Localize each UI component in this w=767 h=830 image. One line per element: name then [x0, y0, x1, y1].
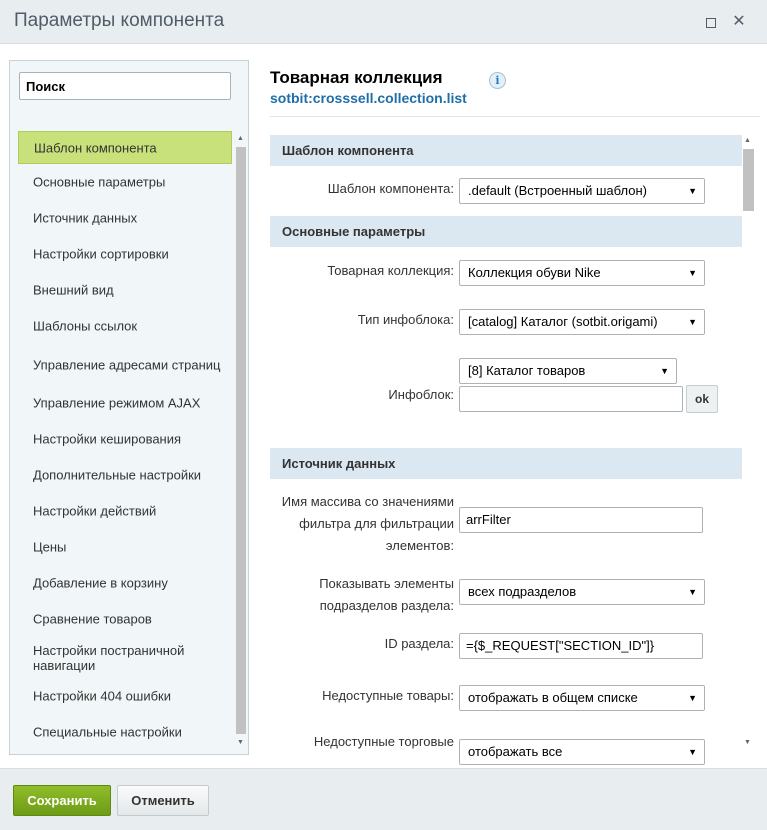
sidebar-item-label: Источник данных	[33, 210, 138, 226]
select-value: отображать в общем списке	[468, 690, 638, 705]
dialog-title: Параметры компонента	[14, 10, 225, 31]
main-panel	[270, 44, 760, 768]
sidebar	[9, 60, 249, 755]
sidebar-item-label: Настройки действий	[33, 503, 157, 519]
sidebar-nav	[10, 131, 248, 751]
sidebar-item-label: Настройки сортировки	[33, 246, 169, 262]
iblock-input[interactable]	[459, 386, 683, 412]
scrollbar-thumb[interactable]	[743, 149, 754, 211]
maximize-icon[interactable]	[702, 14, 718, 30]
sidebar-item-label: Управление адресами страниц	[33, 357, 221, 372]
template-select[interactable]	[459, 178, 705, 204]
sidebar-item-label: Управление режимом AJAX	[33, 395, 201, 411]
chevron-down-icon: ▼	[688, 186, 697, 196]
sidebar-item-label: Внешний вид	[33, 282, 114, 298]
close-icon[interactable]: ✕	[732, 13, 746, 30]
sidebar-item-label: Сравнение товаров	[33, 611, 152, 627]
scrollbar-thumb[interactable]	[236, 147, 246, 734]
field-label: Показывать элементы подразделов раздела:	[319, 576, 454, 613]
section-header-template: Шаблон компонента	[270, 135, 742, 166]
save-button[interactable]: Сохранить	[13, 785, 111, 816]
select-value: всех подразделов	[468, 584, 577, 599]
field-label: ID раздела:	[384, 636, 454, 651]
chevron-down-icon: ▼	[688, 268, 697, 278]
scroll-down-icon[interactable]: ▼	[237, 739, 244, 746]
sidebar-item-label: Настройки 404 ошибки	[33, 688, 171, 704]
scroll-down-icon[interactable]: ▼	[744, 739, 751, 746]
field-label: Недоступные товары:	[322, 688, 454, 703]
sidebar-item-compare[interactable]	[18, 601, 232, 637]
section-id-input[interactable]: ={$_REQUEST["SECTION_ID"]}	[459, 633, 703, 659]
sidebar-item-actions[interactable]	[18, 493, 232, 529]
select-value: отображать все	[468, 744, 563, 759]
select-value: Коллекция обуви Nike	[468, 265, 601, 280]
scroll-up-icon[interactable]: ▲	[237, 135, 244, 142]
sidebar-item-cache[interactable]	[18, 421, 232, 457]
sidebar-scrollbar[interactable]	[235, 131, 246, 751]
scroll-up-icon[interactable]: ▲	[744, 137, 751, 144]
chevron-down-icon: ▼	[688, 587, 697, 597]
sidebar-item-404[interactable]	[18, 678, 232, 714]
sidebar-item-label: Настройки постраничной навигации	[33, 642, 185, 673]
iblock-type-select[interactable]	[459, 309, 705, 335]
filter-input[interactable]: arrFilter	[459, 507, 703, 533]
sidebar-item-basket[interactable]	[18, 565, 232, 601]
sidebar-item-label: Шаблон компонента	[34, 140, 157, 155]
sidebar-item-prices[interactable]	[18, 529, 232, 565]
component-code: sotbit:crosssell.collection.list	[270, 90, 467, 106]
sidebar-nav-list	[18, 131, 232, 750]
component-title: Товарная коллекция	[270, 68, 443, 87]
search-input[interactable]	[19, 72, 231, 100]
divider	[270, 116, 760, 117]
unavailable-select[interactable]	[459, 685, 705, 711]
ok-button[interactable]: ok	[686, 385, 718, 413]
sidebar-item-label: Шаблоны ссылок	[33, 318, 138, 334]
select-value: [8] Каталог товаров	[468, 363, 586, 378]
chevron-down-icon: ▼	[688, 693, 697, 703]
sidebar-item-label: Добавление в корзину	[33, 575, 168, 591]
chevron-down-icon: ▼	[688, 747, 697, 757]
sidebar-item-additional[interactable]	[18, 457, 232, 493]
iblock-select[interactable]	[459, 358, 677, 384]
dialog-body	[0, 44, 767, 768]
select-value: [catalog] Каталог (sotbit.origami)	[468, 314, 658, 329]
field-label: Имя массива со значениями фильтра для фильтрации элементов:	[281, 494, 454, 553]
field-label: Тип инфоблока:	[357, 312, 454, 327]
dialog-titlebar	[0, 0, 767, 44]
cancel-button[interactable]: Отменить	[117, 785, 209, 816]
sidebar-item-pagination[interactable]	[18, 637, 232, 678]
field-label: Недоступные торговые	[313, 734, 454, 749]
sidebar-item-label: Настройки кеширования	[33, 431, 182, 447]
section-header-basic: Основные параметры	[270, 216, 742, 247]
sidebar-item-source[interactable]	[18, 200, 232, 236]
subsections-select[interactable]	[459, 579, 705, 605]
chevron-down-icon: ▼	[688, 317, 697, 327]
unavailable-offers-select[interactable]	[459, 739, 705, 765]
sidebar-item-url-templates[interactable]	[18, 308, 232, 344]
sidebar-item-label: Цены	[33, 539, 67, 555]
sidebar-item-label: Основные параметры	[33, 174, 166, 190]
form-area	[270, 133, 760, 759]
field-label: Шаблон компонента:	[327, 181, 454, 196]
chevron-down-icon: ▼	[660, 366, 669, 376]
sidebar-item-sef[interactable]	[18, 344, 232, 385]
collection-select[interactable]	[459, 260, 705, 286]
sidebar-item-appearance[interactable]	[18, 272, 232, 308]
sidebar-item-special[interactable]	[18, 714, 232, 750]
sidebar-item-label: Специальные настройки	[33, 724, 182, 740]
section-header-source: Источник данных	[270, 448, 742, 479]
field-label: Инфоблок:	[388, 387, 454, 402]
sidebar-item-sorting[interactable]	[18, 236, 232, 272]
sidebar-item-ajax[interactable]	[18, 385, 232, 421]
sidebar-item-label: Дополнительные настройки	[33, 467, 202, 483]
sidebar-item-basic[interactable]	[18, 164, 232, 200]
dialog-footer	[0, 768, 767, 830]
form-scrollbar[interactable]	[742, 133, 753, 750]
select-value: .default (Встроенный шаблон)	[468, 183, 647, 198]
sidebar-item-template[interactable]	[18, 131, 232, 164]
field-label: Товарная коллекция:	[327, 263, 454, 278]
info-icon[interactable]: i	[489, 72, 506, 89]
